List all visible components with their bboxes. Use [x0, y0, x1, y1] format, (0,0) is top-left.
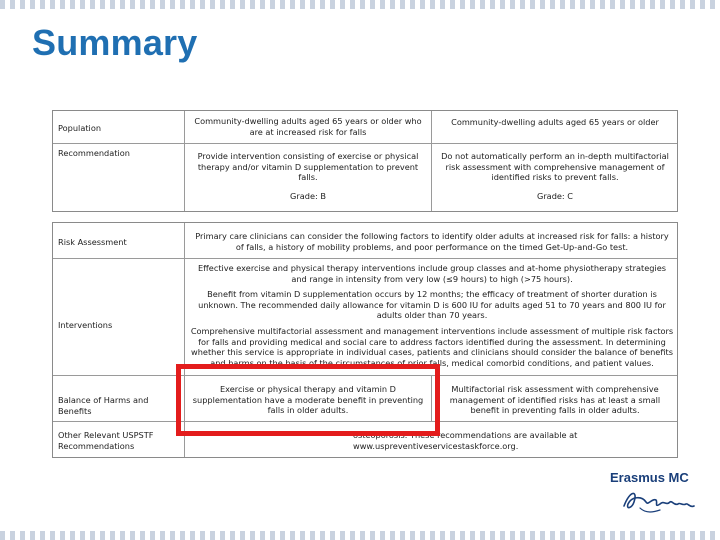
interventions-paragraph-2: Benefit from vitamin D supplementation occurs by 12 months; the efficacy of treatment of shorter duration is unknown. The recommended daily allowance for vitamin D is 600 IU for adults aged 51 to 70 years and 800 IU for adults older than 70 years. [198, 289, 666, 321]
interventions-paragraph-3: Comprehensive multifactorial assessment and management interventions include assessment of multiple risk factors for falls and providing medical and social care to address factors identified during the assessment. In determining whether this service is appropriate in individual cases, patients and clinicians should consider the balance of benefits and harms on the basis of the circumstances of prior falls, medical comorbid conditions, and patient values. [190, 325, 674, 368]
recommendation-col2-text: Do not automatically perform an in-depth multifactorial risk assessment with comprehensive management of identified risks to prevent falls. [441, 151, 669, 183]
bottom-dashed-border [0, 531, 720, 540]
recommendation-col1-grade: Grade: B [290, 190, 326, 201]
population-label: Population [58, 123, 102, 133]
harms-benefits-col1: Exercise or physical therapy and vitamin D supplementation have a moderate benefit in preventing falls in older adults. [192, 384, 424, 416]
risk-assessment-text: Primary care clinicians can consider the following factors to identify older adults at increased risk for falls: a history of falls, a history of mobility problems, and poor performance on the timed Get-Up-and-Go test. [195, 231, 669, 252]
other-recommendations-text: osteoporosis. These recommendations are available at www.uspreventiveservicestaskforce.org. [353, 430, 578, 451]
recommendation-table [52, 110, 678, 212]
population-col1: Community-dwelling adults aged 65 years or older who are at increased risk for falls [194, 116, 422, 137]
highlight-box [176, 364, 440, 436]
logo-text: Erasmus MC [610, 470, 689, 485]
recommendation-label: Recommendation [58, 148, 130, 158]
population-col2: Community-dwelling adults aged 65 years or older [451, 117, 659, 127]
harms-benefits-col2: Multifactorial risk assessment with comprehensive management of identified risks has at least a small benefit in preventing falls in older adults. [449, 384, 661, 416]
risk-assessment-label: Risk Assessment [58, 237, 127, 247]
recommendation-col1-text: Provide intervention consisting of exercise or physical therapy and/or vitamin D supplementation to prevent falls. [197, 151, 419, 183]
other-recommendations-label: Other Relevant USPSTF Recommendations [58, 430, 154, 451]
interventions-paragraph-1: Effective exercise and physical therapy interventions include group classes and at-home physiotherapy strategies and range in intensity from very low (≤9 hours) to high (>75 hours). [197, 263, 667, 284]
interventions-text [190, 263, 674, 373]
interventions-label: Interventions [58, 320, 113, 330]
recommendation-col2-grade: Grade: C [536, 190, 574, 201]
recommendation-col2 [437, 151, 673, 201]
erasmus-mc-logo [610, 470, 710, 520]
slide-title: Summary [32, 22, 198, 63]
signature-icon [620, 484, 700, 518]
harms-benefits-label: Balance of Harms and Benefits [58, 395, 149, 416]
recommendation-col1 [190, 151, 426, 201]
top-dashed-border [0, 0, 720, 9]
